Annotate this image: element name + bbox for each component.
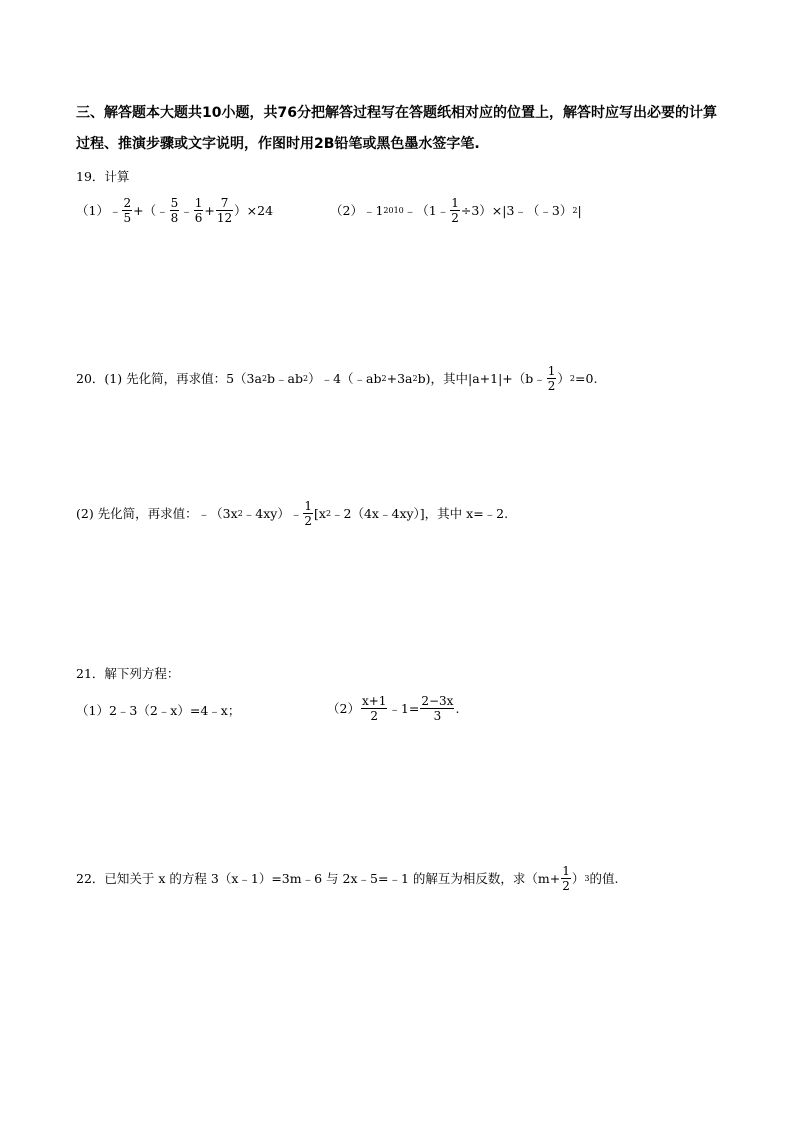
q19-p1-op: +: [204, 202, 215, 218]
q20-p1-text: 20．(1) 先化简，再求值：5（3a: [76, 370, 262, 386]
q20-p2-text: ﹣4xy）﹣: [242, 505, 303, 521]
q20-p1-text: ）: [557, 370, 570, 386]
q20-p1-text: +3a: [386, 370, 413, 386]
q20-p1-text: =0.: [575, 370, 598, 386]
q19-p2-text: ﹣（1﹣: [403, 202, 450, 218]
q21-part1: （1）2﹣3（2﹣x）=4﹣x；: [76, 703, 241, 718]
fraction: $\frac{5}{8}$: [170, 196, 179, 225]
q21-part2: [327, 694, 459, 723]
fraction: $\frac{1}{2}$: [304, 499, 312, 528]
q19-p1-tail: ）×24: [234, 202, 274, 218]
q19-p2-label: （2）: [330, 202, 363, 218]
q20-p1-text: ）﹣4（﹣ab: [308, 370, 382, 386]
q19-p1-op: +（﹣: [133, 202, 169, 218]
q19-part2: （2） ﹣1 2010 ﹣（1﹣ $\frac{1}{2}$ ÷3）×|3﹣（﹣3） 2 |: [330, 196, 582, 225]
q19-p1-op: ﹣: [180, 202, 193, 218]
fraction: $\frac{1}{6}$: [194, 196, 203, 225]
fraction: $\frac{7}{12}$: [216, 196, 233, 225]
q22: 22．已知关于 x 的方程 3（x﹣1）=3m﹣6 与 2x﹣5=﹣1 的解互为相反数，求（m+ $\frac{1}{2}$ ） 3 的值.: [76, 864, 619, 893]
q19-p1-minus: ﹣: [108, 202, 122, 218]
fraction: $\frac{2}{5}$: [123, 196, 132, 225]
q19-part1: [76, 196, 273, 225]
q20-p1-text: b)，其中|a+1|+（b﹣: [417, 370, 546, 386]
q21-p2-text: ﹣1=: [388, 700, 420, 716]
q19-p2-text: ÷3）×|3﹣（﹣3）: [460, 202, 573, 218]
q20-p2-text: ﹣2（4x﹣4xy）]，其中 x=﹣2.: [331, 505, 509, 521]
q20-p2-text: (2) 先化简，再求值：﹣（3x: [76, 505, 238, 521]
section-header-line2: 过程、推演步骤或文字说明，作图时用2B铅笔或黑色墨水签字笔.: [76, 136, 480, 152]
fraction: $\frac{x+1}{2}$: [361, 694, 387, 723]
fraction: $\frac{1}{2}$: [451, 196, 459, 225]
q20-p1-text: b﹣ab: [267, 370, 304, 386]
q21-p2-text: .: [455, 700, 460, 716]
q19-p1-label: （1）: [76, 202, 109, 218]
q22-text: 22．已知关于 x 的方程 3（x﹣1）=3m﹣6 与 2x﹣5=﹣1 的解互为相反数，求（m+: [76, 870, 561, 886]
fraction: $\frac{1}{2}$: [547, 364, 556, 393]
q20-part2: (2) 先化简，再求值：﹣（3x 2 ﹣4xy）﹣ $\frac{1}{2}$ [x 2 ﹣2（4x﹣4xy）]，其中 x=﹣2.: [76, 499, 509, 528]
q22-text: 的值.: [589, 870, 619, 886]
q22-text: ）: [571, 870, 585, 886]
q21-title: 21．解下列方程：: [76, 666, 180, 681]
q20-part1: 20．(1) 先化简，再求值：5（3a 2 b﹣ab 2 ）﹣4（﹣ab 2 +3a 2 b)，其中|a+1|+（b﹣ $\frac{1}{2}$ ） 2 =0.: [76, 364, 598, 393]
q19-title: 19．计算: [76, 169, 130, 184]
q20-p2-text: [x: [314, 505, 326, 521]
fraction: $\frac{1}{2}$: [562, 864, 570, 893]
section-header-line1: 三、解答题本大题共10小题，共76分把解答过程写在答题纸相对应的位置上，解答时应写出必要的计算: [76, 105, 717, 121]
q19-p2-text: |: [577, 202, 582, 218]
q19-p2-text: ﹣1: [362, 202, 384, 218]
fraction: $\frac{2-3x}{3}$: [421, 694, 454, 723]
q21-p2-label: （2）: [327, 700, 360, 716]
